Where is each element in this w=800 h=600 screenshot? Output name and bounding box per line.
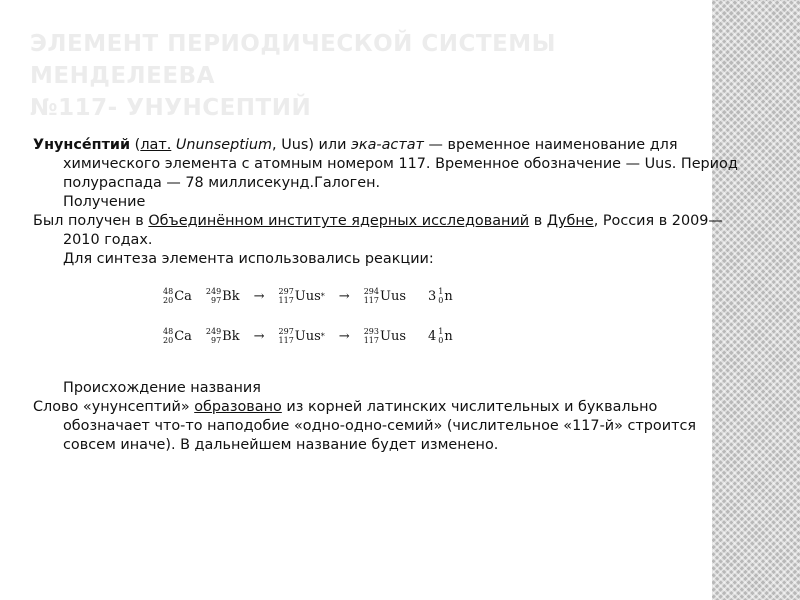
atomic-number: 20 [163, 296, 174, 305]
atomic-number: 0 [438, 336, 444, 345]
arrow-icon: → [253, 288, 265, 304]
mass-number: 48 [163, 287, 174, 296]
latin-name: Ununseptium [171, 137, 273, 153]
symbol: Uus [294, 328, 321, 344]
atomic-number: 117 [363, 336, 379, 345]
atomic-number: 117 [278, 336, 294, 345]
nuclide-uus-compound [279, 327, 325, 346]
symbol: n [444, 328, 453, 344]
jinr-link[interactable]: Объединённом институте ядерных исследований [148, 213, 530, 229]
nuclide-bk [206, 327, 240, 346]
title-line-2: №117- УНУНСЕПТИЙ [30, 95, 312, 121]
mass-number: 297 [278, 287, 294, 296]
excited-mark: * [320, 331, 325, 341]
excited-mark: * [320, 291, 325, 301]
element-name: Унунсе́птий [33, 137, 131, 153]
symbol: Bk [222, 328, 240, 344]
symbol: n [444, 288, 453, 304]
eka-astat: эка-астат [351, 137, 424, 153]
arrow-icon: → [338, 328, 350, 344]
intro-text: — временное наименование для химического элемента с атомным номером 117. Временное обозначение — Uus. Период полураспада — 78 миллисекунд.Галоген. [63, 137, 738, 191]
nuclide-neutron [438, 327, 452, 346]
nuclide-neutron [438, 287, 452, 306]
reaction-equations [163, 279, 745, 353]
obtaining-text: , Россия в 2009—2010 годах. [63, 213, 723, 248]
mass-number: 249 [205, 287, 222, 296]
mass-number: 249 [205, 327, 222, 336]
origin-text: Слово «унунсептий» [33, 399, 195, 415]
intro-text: , Uus) или [272, 137, 352, 153]
mass-number: 1 [438, 287, 444, 296]
symbol: Uus [294, 288, 321, 304]
mass-number: 1 [438, 327, 444, 336]
symbol: Ca [174, 328, 192, 344]
nuclide-bk [206, 287, 240, 306]
title-line-1: ЭЛЕМЕНТ ПЕРИОДИЧЕСКОЙ СИСТЕМЫ МЕНДЕЛЕЕВА [30, 31, 557, 89]
synthesis-intro: Для синтеза элемента использовались реакции: [63, 251, 434, 267]
arrow-icon: → [253, 328, 265, 344]
symbol: Uus [379, 288, 406, 304]
lat-link[interactable]: лат. [140, 137, 172, 153]
atomic-number: 20 [163, 336, 174, 345]
heading-origin: Происхождение названия [63, 380, 261, 396]
neutron-coefficient: 4 [427, 328, 437, 344]
dubna-link[interactable]: Дубне [546, 213, 594, 229]
mass-number: 293 [363, 327, 379, 336]
arrow-icon: → [338, 288, 350, 304]
heading-obtaining: Получение [63, 194, 146, 210]
slide-content [33, 136, 745, 455]
slide-title [30, 28, 730, 124]
obrazovano-link[interactable]: образовано [194, 399, 282, 415]
symbol: Bk [222, 288, 240, 304]
atomic-number: 0 [438, 296, 444, 305]
nuclide-ca [163, 327, 192, 346]
nuclide-uus-compound [279, 287, 325, 306]
origin-paragraph [33, 398, 745, 455]
atomic-number: 97 [210, 336, 222, 345]
intro-paragraph [33, 136, 745, 193]
symbol: Ca [174, 288, 192, 304]
mass-number: 297 [278, 327, 294, 336]
nuclide-ca [163, 287, 192, 306]
obtaining-text: Был получен в [33, 213, 149, 229]
reaction-equation-1 [163, 279, 745, 313]
mass-number: 48 [163, 327, 174, 336]
atomic-number: 117 [278, 296, 294, 305]
atomic-number: 117 [363, 296, 379, 305]
symbol: Uus [379, 328, 406, 344]
nuclide-uus-product [364, 327, 406, 346]
nuclide-uus-product [364, 287, 406, 306]
intro-text: ( [130, 137, 141, 153]
atomic-number: 97 [210, 296, 222, 305]
mass-number: 294 [363, 287, 379, 296]
reaction-equation-2 [163, 319, 745, 353]
neutron-coefficient: 3 [427, 288, 437, 304]
obtaining-text: в [529, 213, 547, 229]
origin-text: из корней латинских числительных и буквально обозначает что-то наподобие «одно-одно-семий» (числительное «117-й» строится совсем иначе). В дальнейшем название будет изменено. [63, 399, 697, 453]
obtaining-paragraph [33, 212, 745, 250]
